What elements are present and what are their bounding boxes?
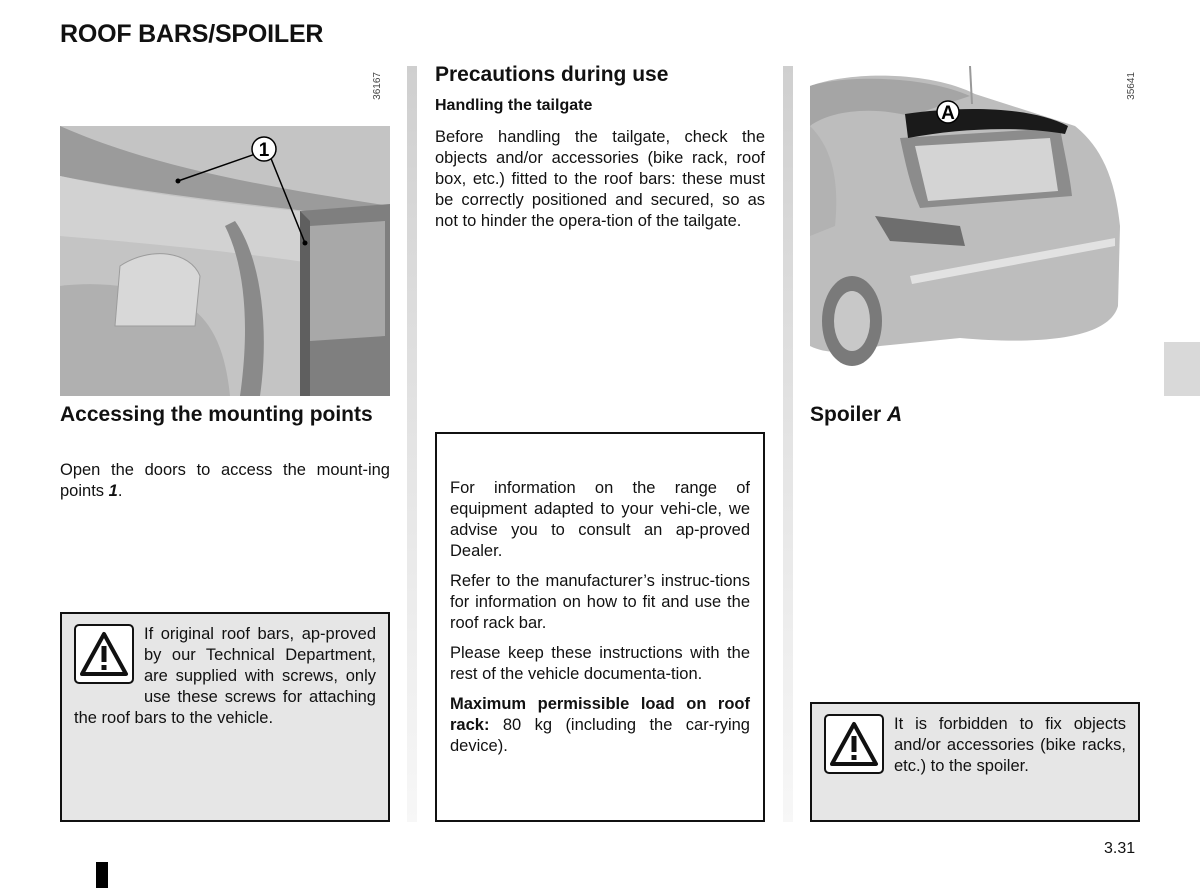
- spoiler-car-illustration: [810, 66, 1130, 384]
- warning-box-spoiler: [810, 702, 1140, 822]
- warning-box-roof-bars: [60, 612, 390, 822]
- print-mark: [96, 862, 108, 888]
- column-divider-left: [407, 66, 417, 822]
- section-heading-precautions: Precautions during use: [435, 63, 669, 86]
- tailgate-text: Before handling the tailgate, check the objects and/or accessories (bike rack, roof box, etc.) fitted to the roof bars: these must be correctly positioned and secured, so as not to hinder the opera-tion of the tailgate.: [435, 128, 765, 230]
- info-paragraph-max-load: [450, 694, 750, 757]
- figure-reference-left: 36167: [372, 72, 383, 100]
- column-divider-right: [783, 66, 793, 822]
- figure-reference-right: 35641: [1126, 72, 1137, 100]
- info-paragraph-dealer: For information on the range of equipment adapted to your vehi-cle, we advise you to consult an ap-proved Dealer.: [450, 479, 750, 560]
- mounting-points-text-main: Open the doors to access the mount-ing points: [60, 461, 390, 500]
- info-paragraph-documentation: Please keep these instructions with the rest of the vehicle documenta-tion.: [450, 644, 750, 683]
- callout-1: 1: [258, 140, 270, 161]
- page-number: 3.31: [1104, 840, 1136, 857]
- section-heading-mounting-points: Accessing the mounting points: [60, 403, 373, 426]
- info-box-content: [450, 478, 750, 757]
- warning-text-roof-bars: If original roof bars, ap-proved by our Technical Department, are supplied with screws, only use these screws for attaching the roof bars to the vehicle.: [74, 625, 376, 727]
- warning-triangle-icon: [824, 714, 884, 774]
- mounting-points-text: [60, 460, 390, 502]
- max-load-label: Maximum permissible load on roof rack:: [450, 695, 750, 734]
- max-load-value: 80 kg (including the car-rying device).: [450, 716, 750, 755]
- info-paragraph-manufacturer: Refer to the manufacturer’s instruc-tions for information on how to fit and use the roof rack bar.: [450, 572, 750, 632]
- page-title: ROOF BARS/SPOILER: [60, 20, 324, 48]
- mounting-points-text-end: .: [117, 482, 123, 500]
- spoiler-heading-reference: A: [887, 403, 903, 426]
- warning-triangle-icon: [74, 624, 134, 684]
- roof-mounting-points-illustration: [60, 126, 390, 396]
- spoiler-heading-text: Spoiler: [810, 403, 888, 426]
- mounting-points-reference: 1: [108, 482, 118, 500]
- callout-A: A: [941, 103, 955, 124]
- section-heading-spoiler: [810, 402, 1130, 428]
- warning-text-spoiler: It is forbidden to fix objects and/or accessories (bike racks, etc.) to the spoiler.: [894, 715, 1126, 775]
- info-box-equipment: [435, 432, 765, 822]
- subheading-tailgate: Handling the tailgate: [435, 97, 593, 114]
- chapter-tab: [1164, 342, 1200, 396]
